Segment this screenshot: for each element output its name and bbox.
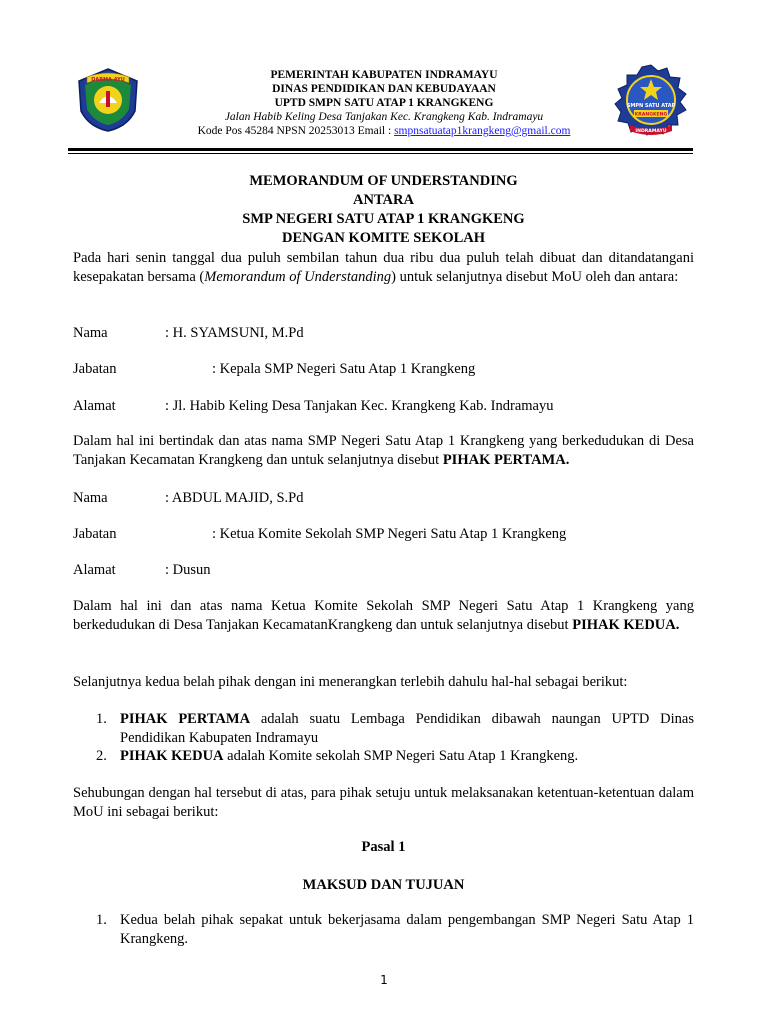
mou-title	[73, 172, 694, 248]
party2-nama-value: : ABDUL MAJID, S.Pd	[165, 490, 304, 506]
party2-designation: PIHAK KEDUA.	[572, 617, 680, 633]
party1-statement-text: Dalam hal ini bertindak dan atas nama SMP Negeri Satu Atap 1 Krangkeng yang berkedudukan di Desa Tanjakan Kecamatan Krangkeng dan untuk selanjutnya disebut	[73, 433, 694, 468]
page-number: 1	[380, 973, 388, 987]
party2-nama-label: Nama	[73, 490, 108, 506]
pasal-item: Kedua belah pihak sepakat untuk bekerjasama dalam pengembangan SMP Negeri Satu Atap 1 Krangkeng.	[120, 912, 694, 947]
title-line-2: ANTARA	[353, 192, 414, 208]
indramayu-regency-emblem-icon	[75, 67, 141, 133]
contact-line	[150, 124, 618, 138]
intro-italic-term: Memorandum of Understanding	[204, 269, 392, 285]
party1-nama-value: : H. SYAMSUNI, M.Pd	[165, 325, 304, 341]
svg-text:INDRAMAYU: INDRAMAYU	[635, 129, 667, 134]
letterhead-divider-thick	[68, 148, 693, 151]
explain-item-text: adalah suatu Lembaga Pendidikan dibawah naungan UPTD Dinas Pendidikan Kabupaten Indramayu	[120, 711, 694, 746]
party1-alamat-value: : Jl. Habib Keling Desa Tanjakan Kec. Krangkeng Kab. Indramayu	[165, 398, 554, 414]
department-name: DINAS PENDIDIKAN DAN KEBUDAYAAN	[272, 83, 496, 95]
pasal-subheading: MAKSUD DAN TUJUAN	[302, 877, 465, 893]
party1-jabatan-value: : Kepala SMP Negeri Satu Atap 1 Krangkeng	[212, 361, 476, 377]
explain-item-term: PIHAK PERTAMA	[120, 711, 251, 727]
explain-item-number: 1.	[96, 711, 107, 727]
title-line-3: SMP NEGERI SATU ATAP 1 KRANGKENG	[242, 211, 525, 227]
explain-item-text: adalah Komite sekolah SMP Negeri Satu Atap 1 Krangkeng.	[223, 748, 579, 764]
school-name: UPTD SMPN SATU ATAP 1 KRANGKENG	[274, 97, 494, 109]
party2-alamat-value: : Dusun	[165, 562, 211, 578]
party1-alamat-label: Alamat	[73, 398, 116, 414]
party2-jabatan-value: : Ketua Komite Sekolah SMP Negeri Satu Atap 1 Krangkeng	[212, 526, 567, 542]
svg-text:DARMA AYU: DARMA AYU	[91, 77, 125, 83]
title-line-1: MEMORANDUM OF UNDERSTANDING	[249, 173, 518, 189]
intro-text-end: ) untuk selanjutnya disebut MoU oleh dan antara:	[391, 269, 679, 285]
party1-designation: PIHAK PERTAMA.	[442, 452, 570, 468]
pasal-item-number: 1.	[96, 912, 107, 928]
contact-prefix: Kode Pos 45284 NPSN 20253013 Email :	[197, 125, 395, 137]
explain-intro: Selanjutnya kedua belah pihak dengan ini menerangkan terlebih dahulu hal-hal sebagai berikut:	[73, 674, 628, 690]
party2-alamat-label: Alamat	[73, 562, 116, 578]
letterhead	[150, 68, 618, 138]
explain-item-number: 2.	[96, 748, 107, 764]
intro-text-start: Pada hari senin tanggal dua puluh sembilan tahun dua ribu dua puluh telah dibuat dan ditandatangani kesepakatan bersama (	[73, 250, 694, 285]
email-link[interactable]: smpnsatuatap1krangkeng@gmail.com	[394, 125, 571, 137]
intro-paragraph	[73, 249, 694, 287]
explain-item-term: PIHAK KEDUA	[120, 748, 224, 764]
party1-jabatan-label: Jabatan	[73, 361, 117, 377]
school-address: Jalan Habib Keling Desa Tanjakan Kec. Krangkeng Kab. Indramayu	[224, 111, 544, 123]
explain-item	[120, 747, 694, 766]
school-emblem-icon	[614, 63, 688, 141]
svg-text:KRANGKENG: KRANGKENG	[634, 112, 668, 118]
party2-statement	[73, 597, 694, 635]
party2-statement-text: Dalam hal ini dan atas nama Ketua Komite Sekolah SMP Negeri Satu Atap 1 Krangkeng yang berkedudukan di Desa Tanjakan KecamatanKrangkeng dan untuk selanjutnya disebut	[73, 598, 694, 633]
agreement-intro: Sehubungan dengan hal tersebut di atas, para pihak setuju untuk melaksanakan ketentuan-ketentuan dalam MoU ini sebagai berikut:	[73, 785, 694, 820]
title-line-4: DENGAN KOMITE SEKOLAH	[281, 230, 486, 246]
explain-item	[120, 710, 694, 748]
pasal-heading: Pasal 1	[361, 839, 406, 855]
letterhead-divider-thin	[68, 153, 693, 154]
party1-nama-label: Nama	[73, 325, 108, 341]
government-name: PEMERINTAH KABUPATEN INDRAMAYU	[270, 69, 498, 81]
party1-statement	[73, 432, 694, 470]
svg-text:SMPN SATU ATAP: SMPN SATU ATAP	[626, 103, 676, 109]
party2-jabatan-label: Jabatan	[73, 526, 117, 542]
